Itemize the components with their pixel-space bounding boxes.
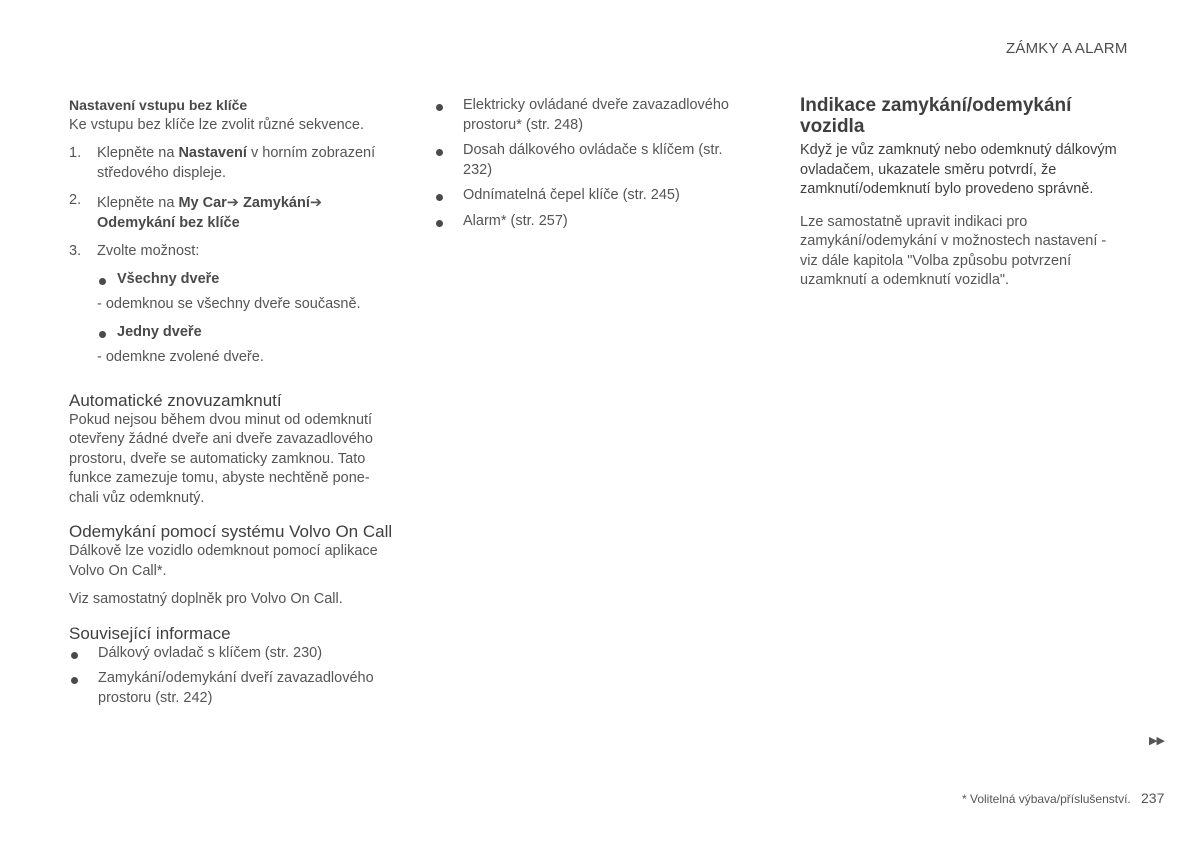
bullet-icon [99, 331, 106, 338]
related-heading: Související informace [69, 623, 231, 643]
footnote: * Volitelná výbava/příslušenství. [962, 792, 1131, 806]
voc-text: Dálkově lze vozidlo odemknout pomocí aplikace Volvo On Call*. [69, 543, 378, 579]
step-2 [69, 194, 399, 233]
related-item[interactable] [69, 669, 399, 708]
keyless-intro: Ke vstupu bez klíče lze zvolit různé sekvence. [69, 116, 364, 133]
step-text: Klepněte na [97, 195, 179, 211]
bullet-icon [436, 104, 443, 111]
step-number: 2. [69, 192, 82, 208]
indication-text: Lze samostatně upravit indikaci pro zamykání/odemykání v možnostech nastavení - viz dále kapitola "Volba způsobu potvrzení uzamknutí a odemknutí vozidla". [800, 213, 1107, 288]
menu-nastaveni: Nastavení [178, 145, 247, 161]
related-link[interactable]: Odnímatelná čepel klíče (str. 245) [463, 187, 680, 203]
arrow-right-icon: ➔ [309, 195, 323, 211]
related-link[interactable]: Zamykání/odemykání dveří zavazadlového prostoru (str. 242) [98, 670, 374, 706]
step-1 [69, 144, 399, 183]
related-item[interactable] [434, 212, 754, 232]
relock-text: Pokud nejsou během dvou minut od odemknutí otevřeny žádné dveře ani dveře zavazadlového prostoru, dveře se automaticky zamknou. Tato funkce zamezuje tomu, abyste nechtěně pone-chali vůz odemknutý. [69, 411, 373, 506]
related-link[interactable]: Elektricky ovládané dveře zavazadlového prostoru* (str. 248) [463, 97, 729, 133]
step-text: Zvolte možnost: [97, 243, 200, 259]
related-item[interactable] [434, 141, 754, 180]
section-title: ZÁMKY A ALARM [1006, 40, 1128, 57]
menu-my-car: My Car [178, 195, 227, 211]
indication-heading: Indikace zamykání/odemykání vozidla [800, 95, 1072, 137]
option-label: Všechny dveře [117, 270, 220, 287]
related-link[interactable]: Alarm* (str. 257) [463, 212, 568, 229]
option-all-doors [69, 270, 399, 290]
option-desc: - odemkne zvolené dveře. [97, 349, 264, 365]
column-middle [434, 96, 754, 231]
related-link[interactable]: Dosah dálkového ovládače s klíčem (str. 232) [463, 142, 723, 178]
related-item[interactable] [434, 96, 754, 135]
column-right [800, 95, 1140, 291]
bullet-icon [436, 149, 443, 156]
arrow-right-icon: ➔ [226, 195, 239, 211]
menu-zamykani: Zamykání [242, 195, 310, 211]
menu-odemykani-bez-klice: Odemykání bez klíče [97, 214, 240, 231]
option-desc: - odemknou se všechny dveře současně. [97, 296, 361, 312]
relock-heading: Automatické znovuzamknutí [69, 390, 282, 410]
related-link[interactable]: Dálkový ovladač s klíčem (str. 230) [98, 644, 323, 661]
option-one-door [69, 323, 399, 343]
double-chevron-right-icon: ▶▶ [1149, 735, 1164, 747]
related-item[interactable] [434, 186, 754, 206]
bullet-icon [436, 194, 443, 201]
step-text: Klepněte na [97, 145, 179, 161]
bullet-icon [99, 278, 106, 285]
bullet-icon [71, 677, 78, 684]
bullet-icon [436, 220, 443, 227]
page-number: 237 [1141, 790, 1165, 806]
step-3 [69, 242, 399, 262]
step-text: v horním zobrazení středového displeje. [97, 145, 376, 181]
related-item[interactable] [69, 644, 399, 664]
indication-lead: Když je vůz zamknutý nebo odemknutý dálkovým ovladačem, ukazatele směru potvrdí, že zamknutí/odemknutí bylo provedeno správně. [800, 142, 1117, 197]
keyless-heading: Nastavení vstupu bez klíče [69, 97, 248, 113]
step-number: 1. [69, 145, 82, 161]
column-left [69, 96, 399, 708]
option-label: Jedny dveře [117, 323, 202, 340]
voc-heading: Odemykání pomocí systému Volvo On Call [69, 522, 393, 541]
voc-note: Viz samostatný doplněk pro Volvo On Call. [69, 591, 343, 607]
step-number: 3. [69, 243, 82, 259]
bullet-icon [71, 652, 78, 659]
